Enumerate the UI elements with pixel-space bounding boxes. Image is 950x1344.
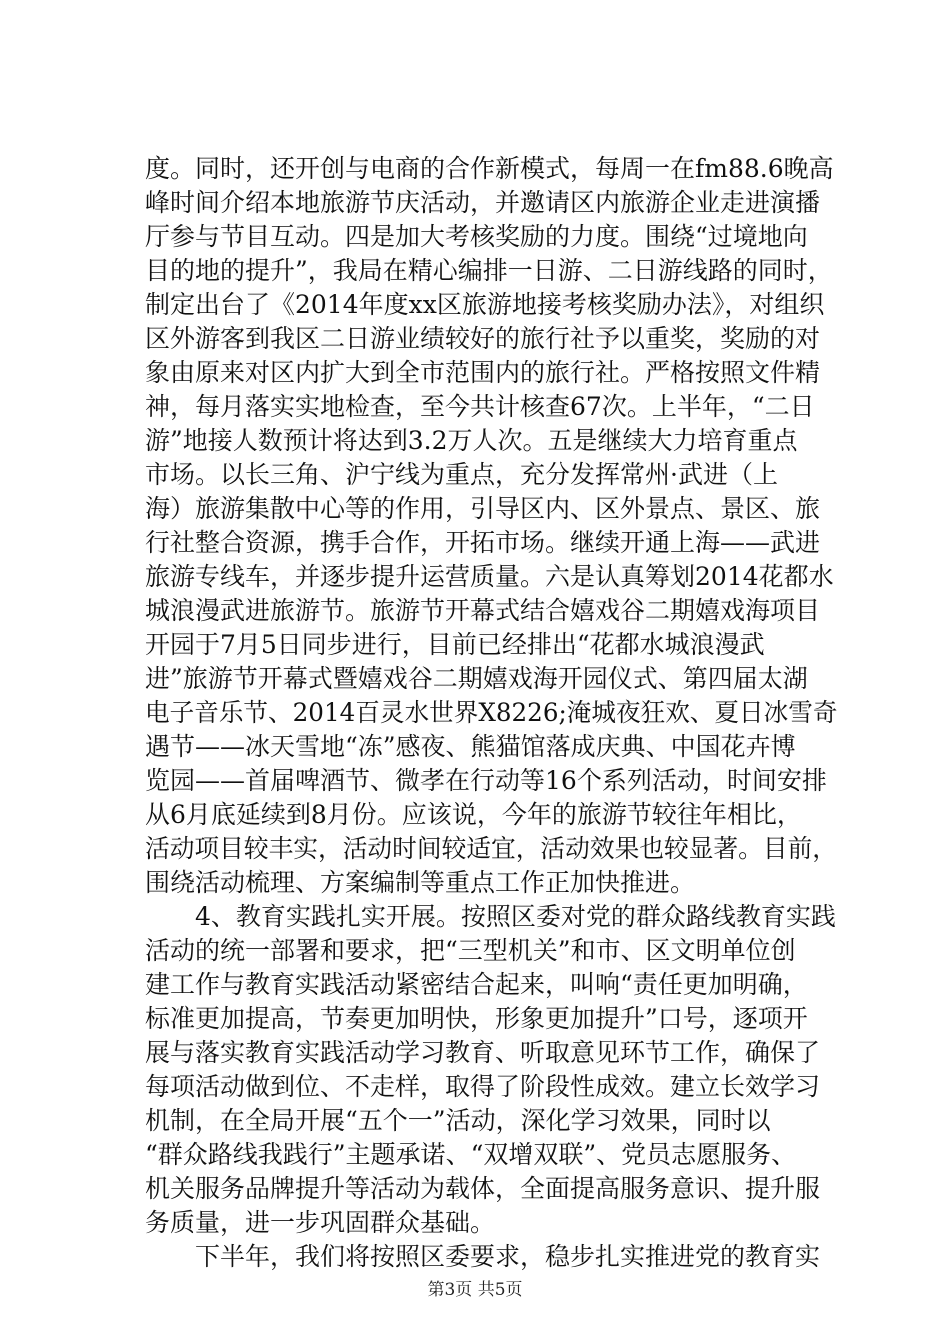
text-line: 游”地接人数预计将达到3.2万人次。五是继续大力培育重点 — [145, 426, 798, 455]
text-line: 象由原来对区内扩大到全市范围内的旅行社。严格按照文件精 — [145, 358, 821, 387]
text-line: 每项活动做到位、不走样，取得了阶段性成效。建立长效学习 — [145, 1072, 821, 1101]
page-number: 第3页 共5页 — [427, 1280, 523, 1300]
text-line: 开园于7月5日同步进行，目前已经排出“花都水城浪漫武 — [145, 630, 765, 659]
text-line: 旅游专线车，并逐步提升运营质量。六是认真筹划2014花都水 — [145, 562, 834, 591]
text-line: “群众路线我践行”主题承诺、“双增双联”、党员志愿服务、 — [145, 1140, 797, 1169]
text-line: 下半年，我们将按照区委要求，稳步扎实推进党的教育实 — [145, 1242, 821, 1271]
text-line: 从6月底延续到8月份。应该说，今年的旅游节较往年相比， — [145, 800, 802, 829]
text-line: 遇节——冰天雪地“冻”感夜、熊猫馆落成庆典、中国花卉博 — [145, 732, 796, 761]
text-line: 建工作与教育实践活动紧密结合起来，叫响“责任更加明确， — [145, 970, 808, 999]
text-line: 目的地的提升”，我局在精心编排一日游、二日游线路的同时， — [145, 256, 833, 285]
text-line: 度。同时，还开创与电商的合作新模式，每周一在fm88.6晚高 — [145, 154, 834, 183]
text-line: 峰时间介绍本地旅游节庆活动，并邀请区内旅游企业走进演播 — [145, 188, 821, 217]
text-line: 4、教育实践扎实开展。按照区委对党的群众路线教育实践 — [145, 902, 836, 931]
text-line: 市场。以长三角、沪宁线为重点，充分发挥常州·武进（上 — [145, 460, 778, 489]
text-line: 区外游客到我区二日游业绩较好的旅行社予以重奖，奖励的对 — [145, 324, 821, 353]
text-line: 城浪漫武进旅游节。旅游节开幕式结合嬉戏谷二期嬉戏海项目 — [145, 596, 821, 625]
text-line: 电子音乐节、2014百灵水世界X8226;淹城夜狂欢、夏日冰雪奇 — [145, 698, 838, 727]
text-line: 行社整合资源，携手合作，开拓市场。继续开通上海——武进 — [145, 528, 821, 557]
text-line: 标准更加提高，节奏更加明快，形象更加提升”口号，逐项开 — [145, 1004, 808, 1033]
text-line: 机关服务品牌提升等活动为载体，全面提高服务意识、提升服 — [145, 1174, 821, 1203]
text-line: 厅参与节目互动。四是加大考核奖励的力度。围绕“过境地向 — [145, 222, 808, 251]
text-line: 进”旅游节开幕式暨嬉戏谷二期嬉戏海开园仪式、第四届太湖 — [145, 664, 808, 693]
text-line: 海）旅游集散中心等的作用，引导区内、区外景点、景区、旅 — [145, 494, 821, 523]
text-line: 制定出台了《2014年度xx区旅游地接考核奖励办法》，对组织 — [145, 290, 825, 319]
text-line: 活动的统一部署和要求，把“三型机关”和市、区文明单位创 — [145, 936, 796, 965]
text-line: 务质量，进一步巩固群众基础。 — [145, 1208, 496, 1237]
text-line: 览园——首届啤酒节、微孝在行动等16个系列活动，时间安排 — [145, 766, 827, 795]
text-line: 机制，在全局开展“五个一”活动，深化学习效果，同时以 — [145, 1106, 771, 1135]
text-line: 围绕活动梳理、方案编制等重点工作正加快推进。 — [145, 868, 696, 897]
text-line: 活动项目较丰实，活动时间较适宜，活动效果也较显著。目前， — [145, 834, 838, 863]
text-line: 神，每月落实实地检查，至今共计核查67次。上半年，“二日 — [145, 392, 815, 421]
text-line: 展与落实教育实践活动学习教育、听取意见环节工作，确保了 — [145, 1038, 821, 1067]
